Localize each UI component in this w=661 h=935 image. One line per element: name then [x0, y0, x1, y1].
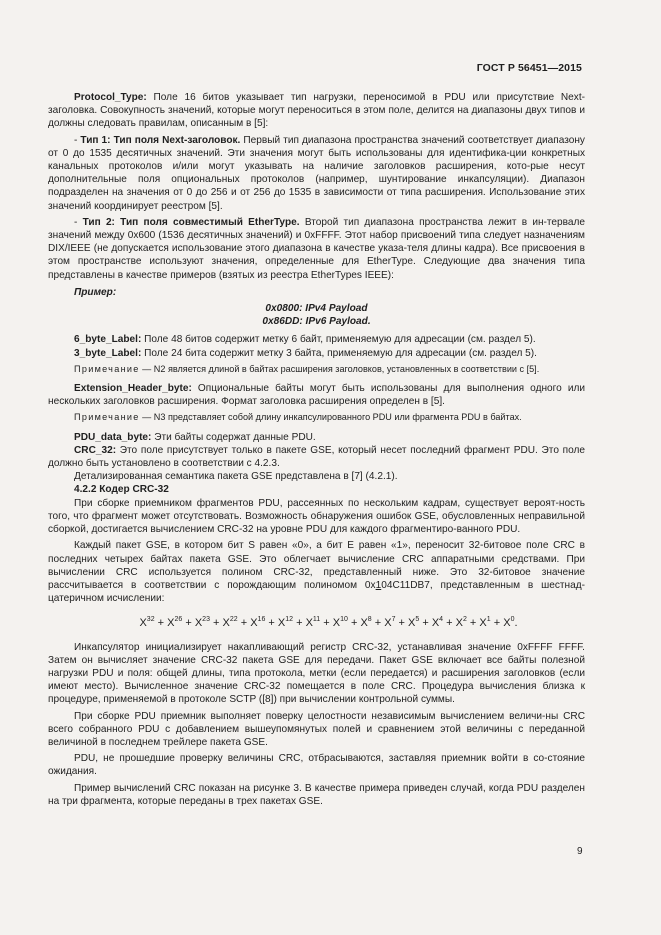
term-type1: Тип 1: Тип поля Next-заголовок. — [80, 134, 241, 146]
polynomial-exponent: 7 — [391, 616, 396, 624]
term-6-byte-label: 6_byte_Label: — [74, 334, 142, 346]
polynomial-plus: + — [347, 617, 361, 630]
paragraph-text: 04C11DB7, представленным в шестнад-цатеричном исчислении: — [48, 579, 585, 605]
polynomial-variable: X — [408, 617, 416, 630]
polynomial-plus: + — [182, 617, 195, 630]
polynomial-term — [306, 617, 321, 629]
polynomial-exponent: 32 — [146, 616, 155, 624]
polynomial-variable: X — [139, 617, 147, 630]
paragraph-figure-ref: Пример вычислений CRC показан на рисунке 3. В качестве примера приведен случай, когда PDU разделен на три фрагмента, которые переданы в трех пакетах GSE. — [48, 782, 585, 807]
polynomial-term — [250, 617, 265, 629]
paragraph-crc-field — [48, 539, 585, 605]
paragraph-type2 — [48, 216, 585, 282]
paragraph-text: Каждый пакет GSE, в котором бит S равен «0», а бит E равен «1», переносит 32-битовое поле CRC в последних четырех байтах пакета GSE. Это облегчает вычисление CRC аппаратными средствами. При вычислении CRC используется полином CRC-32, представленный ниже. Это 32-битовое значение рассчитывается в соответствии с порождающим полиномом 0x — [48, 540, 585, 591]
polynomial-term — [333, 617, 348, 629]
list-dash: - — [74, 216, 83, 228]
paragraph-encapsulator: Инкапсулятор инициализирует накапливающий регистр CRC-32, устанавливая значение 0xFFFF FFFF. Затем он вычисляет значение CRC-32 пакета GSE для передачи. Пакет GSE включает все байты полезной нагрузки PDU и поля: общей длины, типа протокола, метки (если передается) и расширения заголовков (если имеют место). Вычисленное значение CRC-32 помещается в поле CRC. Процедура вычисления близка к процедуре, применяемой в протоколе SCTP ([8]) при вычислении контрольной суммы. — [48, 641, 585, 706]
term-3-byte-label: 3_byte_Label: — [74, 347, 142, 359]
polynomial-exponent: 16 — [257, 616, 266, 624]
paragraph-crc32 — [48, 444, 585, 470]
polynomial-plus: + — [395, 617, 409, 630]
polynomial-term — [456, 617, 467, 629]
term-pdu-data-byte: PDU_data_byte: — [74, 431, 152, 443]
polynomial-variable: X — [479, 617, 487, 630]
polynomial-plus: + — [209, 617, 223, 630]
document-body — [48, 91, 585, 811]
paragraph-fragment-loss: При сборке приемником фрагментов PDU, рассеянных по нескольким кадрам, существует вероят-ность того, что фрагмент может отсутствовать. Возможность обнаружения ошибок GSE, обусловленных неправильной сборкой, достигается вычислением CRC-32 на уровне PDU для каждого фрагментиро-ванного PDU. — [48, 497, 585, 536]
note-label: Примечание — [74, 363, 140, 374]
polynomial-term — [479, 617, 490, 629]
example-line-ipv4: 0x0800: IPv4 Payload — [265, 303, 368, 315]
polynomial-term — [139, 617, 154, 629]
polynomial-terms — [139, 617, 514, 629]
paragraph-text: Эти байты содержат данные PDU. — [151, 431, 316, 443]
polynomial-variable: X — [455, 617, 463, 630]
polynomial-exponent: 12 — [285, 616, 294, 624]
paragraph-text: Первый тип диапазона пространства значений соответствует диапазону от 0 до 1535 десятичных значений. Эти значения могут быть использованы для идентифика-ции конкретных канальных протоколов и/или могут указывать на наличие заголовков расширения, кото-рые несут дополнительные поля опциональных протоколов (например, шунтирование инкапсуляции). Диапазон подразделен на значения от 0 до 256 и от 256 до 1535 в зависимости от типа расширения. Использование этих значений координирует реестром [5]. — [48, 134, 585, 212]
paragraph-receiver-check: При сборке PDU приемник выполняет поверку целостности независимым вычислением величи-ны CRC всего собранного PDU с добавлением вышеупомянутых полей и сравнением этой величины с переданной величиной в последнем трейлере пакета GSE. — [48, 710, 585, 748]
polynomial-variable: X — [503, 617, 511, 630]
paragraph-text: Это поле присутствует только в пакете GSE, который несет последний фрагмент PDU. Это поле должно быть установлено в соответствии с 4.2.3. — [48, 444, 585, 470]
term-protocol-type: Protocol_Type: — [74, 92, 147, 103]
polynomial-variable: X — [305, 617, 313, 630]
note-dash: — — [139, 412, 154, 423]
polynomial-term — [360, 617, 371, 629]
paragraph-text: Поле 24 бита содержит метку 3 байта, применяемую для адресации (см. раздел 5). — [141, 347, 537, 359]
polynomial-plus: + — [154, 617, 168, 630]
polynomial-term — [195, 617, 210, 629]
standard-header: ГОСТ Р 56451—2015 — [476, 62, 582, 74]
polynomial-plus: + — [419, 617, 432, 630]
paragraph-discard: PDU, не прошедшие проверку величины CRC, отбрасываются, заставляя приемник войти в со-стояние ожидания. — [48, 753, 585, 778]
polynomial-variable: X — [250, 617, 258, 630]
polynomial-exponent: 8 — [367, 616, 372, 624]
polynomial-variable: X — [384, 617, 392, 630]
polynomial-term — [384, 617, 395, 629]
note-label: Примечание — [74, 412, 140, 423]
polynomial-term — [278, 617, 293, 629]
polynomial-exponent: 2 — [462, 616, 467, 624]
polynomial-exponent: 10 — [340, 616, 348, 624]
paragraph-text: Поле 48 битов содержит метку 6 байт, применяемую для адресации (см. раздел 5). — [141, 334, 536, 346]
paragraph-type1 — [48, 134, 585, 213]
polynomial-exponent: 4 — [439, 616, 444, 624]
polynomial-variable: X — [277, 617, 286, 630]
polynomial-plus: + — [466, 617, 480, 630]
polynomial-plus: + — [320, 617, 333, 630]
paragraph-pdu-data-byte — [48, 431, 585, 444]
polynomial-variable: X — [222, 617, 230, 630]
paragraph-gse-semantics: Детализированная семантика пакета GSE представлена в [7] (4.2.1). — [74, 471, 398, 483]
polynomial-plus: + — [237, 617, 251, 630]
polynomial-variable: X — [332, 617, 341, 630]
crc-polynomial — [72, 613, 585, 630]
paragraph-protocol-type — [48, 91, 585, 131]
polynomial-variable: X — [431, 617, 440, 630]
paragraph-extension-header — [48, 382, 585, 408]
note-dash: — — [139, 363, 154, 374]
polynomial-term — [503, 617, 514, 629]
polynomial-plus: + — [443, 617, 456, 630]
paragraph-text: Второй тип диапазона пространства лежит в ин-тервале значений между 0x600 (1536 десятичных значений) и 0xFFFF. Этот набор присвоений типа следует назначениям DIX/IEEE (не допускается использование этого диапазона в качестве указа-теля длины кадра). Все присвоения в этом пространстве используют значения, определенные для EtherType. Следующие два значения типа представлены в качестве примеров (взятых из реестра EtherTypes IEEE): — [48, 216, 585, 281]
polynomial-exponent: 1 — [486, 616, 491, 624]
polynomial-variable: X — [194, 617, 203, 630]
note-text: N3 представляет собой длину инкапсулированного PDU или фрагмента PDU в байтах. — [153, 412, 522, 423]
example-line-ipv6: 0x86DD: IPv6 Payload. — [262, 316, 371, 328]
note-text: N2 является длиной в байтах расширения заголовков, установленных в соответствии с [5]. — [153, 363, 540, 374]
polynomial-term — [167, 617, 182, 629]
polynomial-end: . — [514, 617, 518, 630]
polynomial-exponent: 5 — [415, 616, 420, 624]
polynomial-plus: + — [265, 617, 278, 630]
polynomial-plus: + — [371, 617, 385, 630]
paragraph-text: Поле 16 битов указывает тип нагрузки, переносимой в PDU или присутствие Next-заголовка. Совокупность значений, которые могут переноситься в этом поле, делится на диапазоны двух типов и должны следовать правилам, описанным в [5]: — [48, 92, 585, 130]
page-number: 9 — [577, 846, 583, 857]
polynomial-plus: + — [293, 617, 306, 630]
example-label: Пример: — [74, 286, 117, 298]
note-n2 — [48, 363, 585, 376]
paragraph-6-byte-label — [48, 333, 585, 346]
note-n3 — [48, 411, 585, 424]
term-extension-header: Extension_Header_byte: — [74, 383, 192, 395]
polynomial-exponent: 26 — [174, 616, 183, 624]
polynomial-term — [432, 617, 443, 629]
section-heading: 4.2.2 Кодер CRC-32 — [74, 484, 169, 496]
polynomial-exponent: 11 — [312, 616, 321, 624]
term-crc32: CRC_32: — [74, 444, 117, 456]
polynomial-variable: X — [360, 617, 368, 630]
polynomial-term — [223, 617, 238, 629]
polynomial-plus: + — [490, 617, 504, 630]
underlined-digit: 1 — [375, 579, 382, 591]
paragraph-text: Опциональные байты могут быть использованы для выполнения одного или нескольких заголовков расширения. Формат заголовка расширения определен в [5]. — [48, 383, 585, 408]
paragraph-3-byte-label — [48, 347, 585, 360]
term-type2: Тип 2: Тип поля совместимый EtherType. — [82, 216, 300, 228]
polynomial-term — [408, 617, 419, 629]
polynomial-exponent: 23 — [202, 616, 210, 624]
polynomial-exponent: 0 — [510, 616, 515, 624]
list-dash: - — [74, 134, 81, 146]
polynomial-exponent: 22 — [229, 616, 238, 624]
polynomial-variable: X — [167, 617, 175, 630]
